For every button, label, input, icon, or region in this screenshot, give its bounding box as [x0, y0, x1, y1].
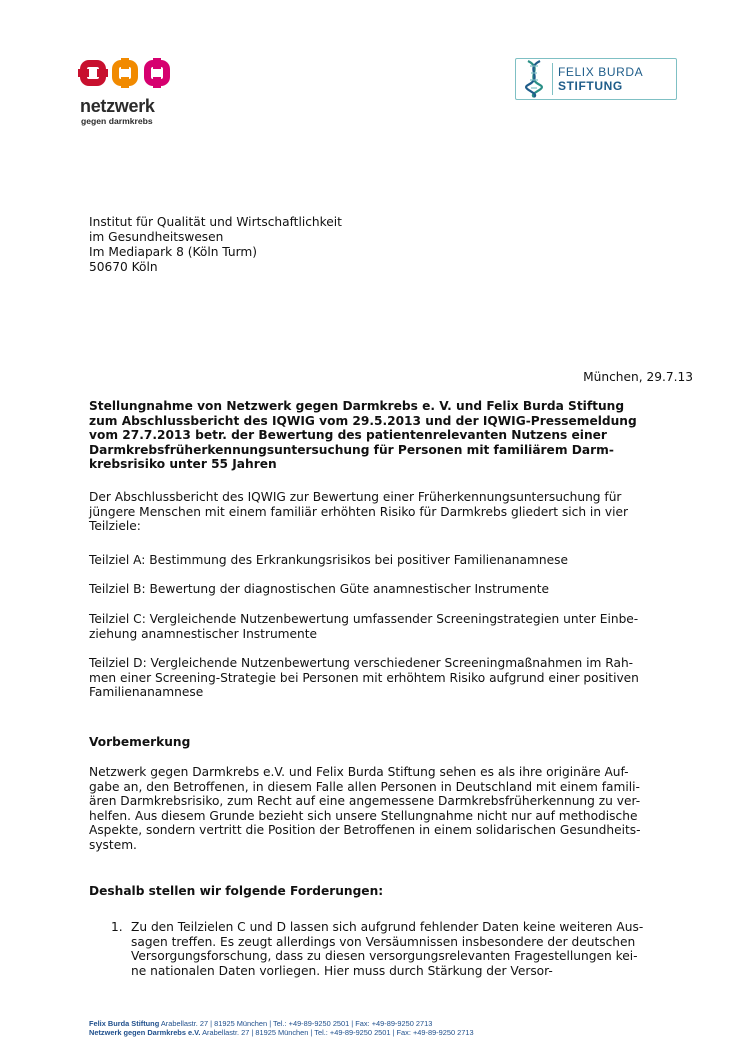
- address-line: im Gesundheitswesen: [89, 230, 224, 244]
- footer-line: [89, 1019, 474, 1028]
- felix-burda-logo: [515, 58, 677, 100]
- teilziel-b: [89, 582, 667, 597]
- forderungen-heading: Deshalb stellen wir folgende Forderungen:: [89, 884, 384, 898]
- paragraph-line: Netzwerk gegen Darmkrebs e.V. und Felix Burda Stiftung sehen es als ihre originäre Auf-: [89, 765, 629, 779]
- paragraph-line: sagen treffen. Es zeugt allerdings von Versäumnissen insbesondere der deutschen: [131, 934, 636, 949]
- logo-shape-orange: [112, 58, 138, 88]
- paragraph-line: Versorgungsforschung, dass zu diesen versorgungsrelevanten Fragestellungen kei-: [131, 949, 638, 963]
- felix-burda-logo-line1: FELIX BURDA: [558, 65, 644, 79]
- paragraph-line: Teilziel D: Vergleichende Nutzenbewertung verschiedener Screeningmaßnahmen im Rah-: [89, 656, 634, 670]
- paragraph-line: ären Darmkrebsrisiko, zum Recht auf eine angemessene Darmkrebsfrüherkennung zu ver-: [89, 794, 641, 808]
- paragraph-line: Teilziele:: [89, 519, 141, 533]
- teilziel-d: [89, 656, 667, 700]
- vorbemerkung-paragraph: [89, 765, 667, 852]
- recipient-address: [89, 215, 342, 275]
- felix-burda-logo-line2: STIFTUNG: [558, 79, 623, 93]
- paragraph-line: Zu den Teilzielen C und D lassen sich aufgrund fehlender Daten keine weiteren Aus-: [131, 920, 644, 934]
- paragraph-line: system.: [89, 837, 137, 852]
- paragraph-line: helfen. Aus diesem Grunde bezieht sich unsere Stellungnahme nicht nur auf methodische: [89, 808, 638, 823]
- address-line: 50670 Köln: [89, 260, 158, 274]
- paragraph-line: Aspekte, sondern vertritt die Position der Betroffenen in einem solidarischen Gesundheits-: [89, 823, 641, 837]
- logo-shape-magenta: [144, 58, 170, 88]
- dna-helix-icon: [518, 59, 550, 99]
- address-line: Im Mediapark 8 (Köln Turm): [89, 245, 258, 259]
- address-line: Institut für Qualität und Wirtschaftlichkeit: [89, 215, 342, 229]
- netzwerk-logo-sub: gegen darmkrebs: [81, 116, 153, 126]
- footer-org: Netzwerk gegen Darmkrebs e.V.: [89, 1028, 201, 1037]
- logo-shape-red: [78, 60, 108, 86]
- intro-paragraph: [89, 490, 667, 534]
- netzwerk-logo-word: netzwerk: [80, 96, 155, 116]
- title-line: Darmkrebsfrüherkennungsuntersuchung für Personen mit familiärem Darm-: [89, 442, 614, 457]
- page-footer: [89, 1019, 474, 1037]
- paragraph-line: gabe an, den Betroffenen, in diesem Falle allen Personen in Deutschland mit einem famili-: [89, 779, 640, 794]
- title-line: krebsrisiko unter 55 Jahren: [89, 457, 277, 471]
- paragraph-line: ziehung anamnestischer Instrumente: [89, 626, 318, 641]
- title-line: vom 27.7.2013 betr. der Bewertung des patientenrelevanten Nutzens einer: [89, 428, 607, 442]
- teilziel-c: [89, 612, 667, 641]
- title-line: zum Abschlussbericht des IQWIG vom 29.5.2013 und der IQWIG-Pressemeldung: [89, 413, 637, 428]
- paragraph-line: Familienanamnese: [89, 685, 204, 699]
- teilziel-a: [89, 553, 667, 568]
- logo-divider: [552, 63, 553, 95]
- footer-org: Felix Burda Stiftung: [89, 1019, 160, 1028]
- paragraph-line: jüngere Menschen mit einem familiär erhöhten Risiko für Darmkrebs gliedert sich in vier: [89, 504, 629, 519]
- paragraph-line: men einer Screening-Strategie bei Personen mit erhöhtem Risiko aufgrund einer positiven: [89, 670, 639, 685]
- document-title: [89, 399, 667, 472]
- letter-date: München, 29.7.13: [583, 370, 693, 384]
- paragraph-line: Teilziel A: Bestimmung des Erkrankungsrisikos bei positiver Familienanamnese: [89, 553, 568, 567]
- paragraph-line: ne nationalen Daten vorliegen. Hier muss durch Stärkung der Versor-: [131, 963, 553, 978]
- vorbemerkung-heading: Vorbemerkung: [89, 735, 191, 749]
- paragraph-line: Teilziel C: Vergleichende Nutzenbewertung umfassender Screeningstrategien unter Einbe-: [89, 612, 639, 626]
- list-item-number: 1.: [111, 920, 123, 934]
- netzwerk-logo: [78, 52, 174, 126]
- footer-address: Arabellastr. 27 | 81925 München | Tel.: +49-89-9250 2501 | Fax: +49-89-9250 2713: [159, 1019, 433, 1028]
- paragraph-line: Teilziel B: Bewertung der diagnostischen Güte anamnestischer Instrumente: [89, 582, 550, 596]
- paragraph-line: Der Abschlussbericht des IQWIG zur Bewertung einer Früherkennungsuntersuchung für: [89, 490, 622, 504]
- title-line: Stellungnahme von Netzwerk gegen Darmkrebs e. V. und Felix Burda Stiftung: [89, 399, 625, 413]
- footer-address: Arabellastr. 27 | 81925 München | Tel.: +49-89-9250 2501 | Fax: +49-89-9250 2713: [200, 1028, 474, 1037]
- netzwerk-logo-mark: [78, 52, 174, 96]
- footer-line: [89, 1028, 474, 1037]
- list-item: [131, 920, 671, 978]
